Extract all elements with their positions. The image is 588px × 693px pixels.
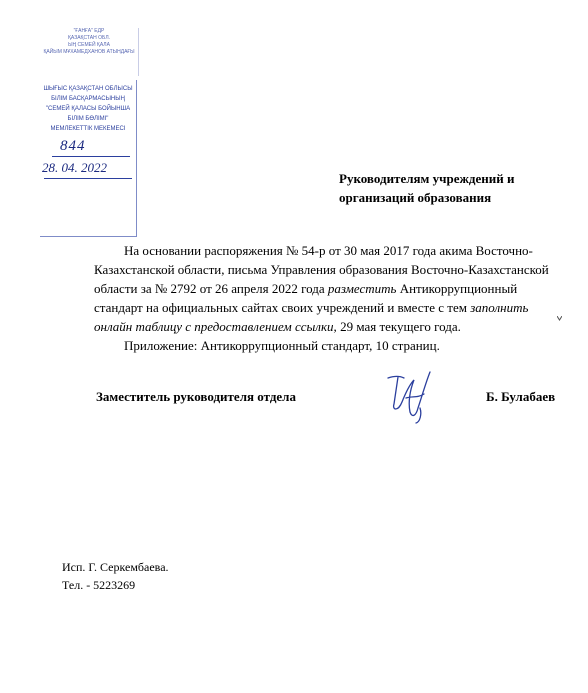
seal-line: ҚАЙЫМ МҰХАМЕДХАНОВ АТЫНДАҒЫ	[43, 49, 135, 55]
body-line: Казахстанской области, письма Управления образования Восточно-Казахстанской	[94, 262, 549, 277]
addressee-line: Руководителям учреждений и	[339, 171, 515, 186]
body-line	[94, 317, 560, 336]
addressee-line: организаций образования	[339, 190, 492, 205]
body-text: Антикоррупционный	[396, 281, 518, 296]
signatory-name: Б. Булабаев	[486, 389, 556, 404]
signatory-title: Заместитель руководителя отдела	[96, 389, 296, 404]
body-line	[94, 279, 560, 298]
stamp-underline	[52, 156, 130, 157]
stamp-line: БІЛІМ БӨЛІМІ"	[67, 116, 109, 122]
letter-body	[94, 241, 560, 336]
stamp-line: ШЫҒЫС ҚАЗАҚСТАН ОБЛЫСЫ	[43, 86, 133, 92]
body-line	[94, 298, 560, 317]
stray-mark-icon	[557, 316, 562, 321]
body-text: стандарт на официальных сайтах своих учреждений и вместе с тем	[94, 300, 471, 315]
emphasis-text: заполнить	[470, 300, 529, 315]
stamp-line: "СЕМЕЙ ҚАЛАСЫ БОЙЫНША	[45, 106, 131, 112]
stamp-underline	[44, 178, 132, 179]
registration-stamp	[40, 28, 138, 218]
stamp-frame	[40, 80, 137, 237]
seal-line: "ҒАНҒА" ЕДР	[73, 28, 105, 34]
stamp-line: БІЛІМ БАСҚАРМАСЫНЫҢ	[51, 96, 125, 102]
executor-phone: Тел. - 5223269	[62, 578, 136, 592]
attachment-line: Приложение: Антикоррупционный стандарт, 10 страниц.	[124, 338, 440, 353]
executor-block	[62, 558, 169, 594]
executor-name: Исп. Г. Серкембаева.	[62, 560, 169, 574]
stamp-date: 28. 04. 2022	[42, 160, 107, 175]
seal-line: ҚАЗАҚСТАН ОБЛ.	[68, 35, 110, 41]
stamp-registration-number: 844	[60, 138, 86, 154]
body-line: На основании распоряжения № 54-р от 30 мая 2017 года акима Восточно-	[124, 243, 533, 258]
emphasis-text: онлайн таблицу с предоставлением ссылки,	[94, 319, 337, 334]
seal-header	[40, 28, 139, 76]
body-text: 29 мая текущего года.	[336, 319, 461, 334]
seal-line: ЫҢ СЕМЕЙ ҚАЛА	[68, 42, 110, 48]
body-text: области за № 2792 от 26 апреля 2022 года	[94, 281, 328, 296]
handwritten-signature-icon	[380, 368, 440, 424]
emphasis-text: разместить	[327, 281, 397, 296]
stamp-line: МЕМЛЕКЕТТІК МЕКЕМЕСІ	[50, 126, 126, 132]
addressee-block	[339, 169, 569, 207]
